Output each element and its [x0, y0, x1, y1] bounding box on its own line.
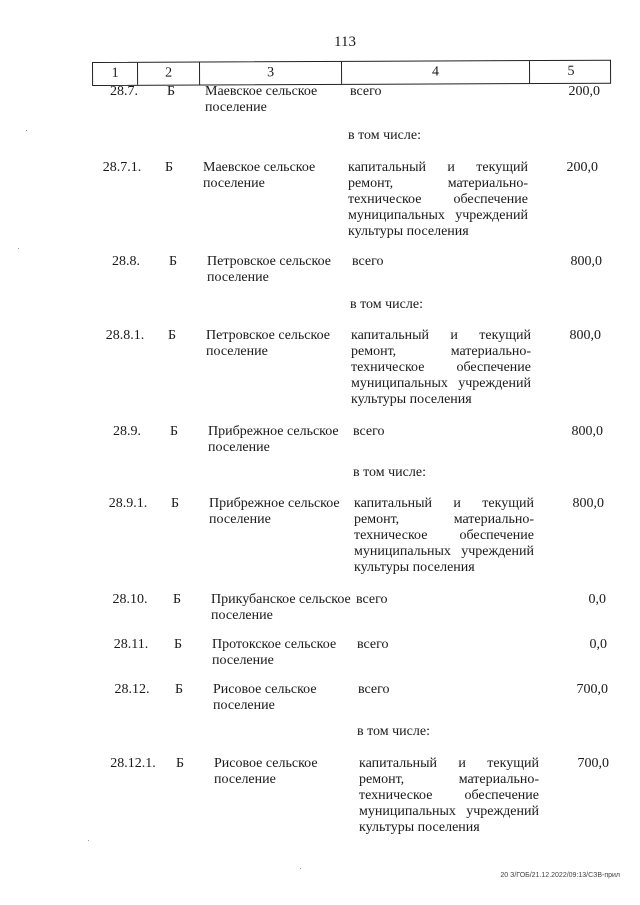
row-category: Б	[170, 496, 180, 511]
row-value: 0,0	[588, 592, 606, 607]
row-description: капитальный и текущий ремонт, материально-техническое обеспечение муниципальных учреждений культуры поселения	[348, 160, 528, 239]
row-number: 28.9.	[113, 424, 141, 439]
row-category: Б	[175, 756, 185, 771]
row-name: Прибрежное сельское поселение	[208, 424, 339, 455]
row-value: 800,0	[571, 424, 603, 439]
row-category: Б	[167, 328, 177, 343]
scan-speck	[18, 248, 19, 249]
row-name: Петровское сельское поселение	[207, 254, 331, 285]
row-name: Прибрежное сельское поселение	[209, 496, 340, 527]
row-category: Б	[164, 160, 174, 175]
row-number: 28.12.1.	[110, 756, 156, 771]
row-value: 700,0	[577, 756, 609, 771]
page-number: 113	[334, 34, 356, 50]
row-number: 28.7.1.	[102, 160, 142, 175]
scan-speck	[88, 840, 89, 841]
scan-speck	[26, 130, 27, 131]
header-col-3: 3	[200, 62, 342, 85]
row-name: Рисовое сельское поселение	[214, 756, 318, 787]
row-value: 800,0	[569, 328, 601, 343]
row-number: 28.9.1.	[108, 496, 148, 511]
row-description: всего	[356, 592, 388, 607]
row-name: Маевское сельское поселение	[203, 160, 316, 191]
row-category: Б	[169, 424, 179, 439]
row-description: всего	[353, 424, 385, 439]
row-value: 200,0	[568, 84, 600, 99]
row-name: Прикубанское сельское поселение	[211, 592, 351, 623]
table-header	[92, 60, 611, 86]
header-col-4: 4	[342, 61, 530, 84]
row-description: всего	[352, 254, 384, 269]
row-number: 28.12.	[114, 682, 150, 697]
row-description: всего	[357, 637, 389, 652]
row-description: капитальный и текущий ремонт, материально-техническое обеспечение муниципальных учреждений культуры поселения	[359, 756, 539, 835]
row-value: 800,0	[572, 496, 604, 511]
row-description: капитальный и текущий ремонт, материально-техническое обеспечение муниципальных учреждений культуры поселения	[351, 328, 531, 407]
row-value: 700,0	[576, 682, 608, 697]
row-name: Маевское сельское поселение	[205, 84, 318, 115]
row-number: 28.8.	[112, 254, 140, 269]
row-number: 28.11.	[113, 637, 149, 652]
row-description: капитальный и текущий ремонт, материально-техническое обеспечение муниципальных учреждений культуры поселения	[354, 496, 534, 575]
including-label: в том числе:	[357, 724, 430, 739]
row-category: Б	[168, 254, 178, 269]
row-name: Рисовое сельское поселение	[213, 682, 317, 713]
including-label: в том числе:	[353, 465, 426, 480]
row-category: Б	[173, 637, 183, 652]
including-label: в том числе:	[350, 297, 423, 312]
row-number: 28.10.	[112, 592, 148, 607]
row-description: всего	[350, 84, 382, 99]
row-number: 28.7.	[110, 84, 138, 99]
row-value: 0,0	[589, 637, 607, 652]
row-value: 800,0	[570, 254, 602, 269]
header-col-1: 1	[93, 63, 138, 85]
row-number: 28.8.1.	[105, 328, 145, 343]
footer-stamp: 20 З/ГОБ/21.12.2022/09:13/СЗВ-прил	[500, 872, 620, 879]
row-value: 200,0	[566, 160, 598, 175]
row-name: Петровское сельское поселение	[206, 328, 330, 359]
row-description: всего	[358, 682, 390, 697]
header-col-5: 5	[567, 63, 575, 79]
row-name: Протокское сельское поселение	[212, 637, 337, 668]
row-category: Б	[172, 592, 182, 607]
including-label: в том числе:	[348, 128, 421, 143]
header-col-2: 2	[138, 63, 200, 85]
scan-speck	[300, 868, 301, 869]
row-category: Б	[174, 682, 184, 697]
row-category: Б	[166, 84, 176, 99]
